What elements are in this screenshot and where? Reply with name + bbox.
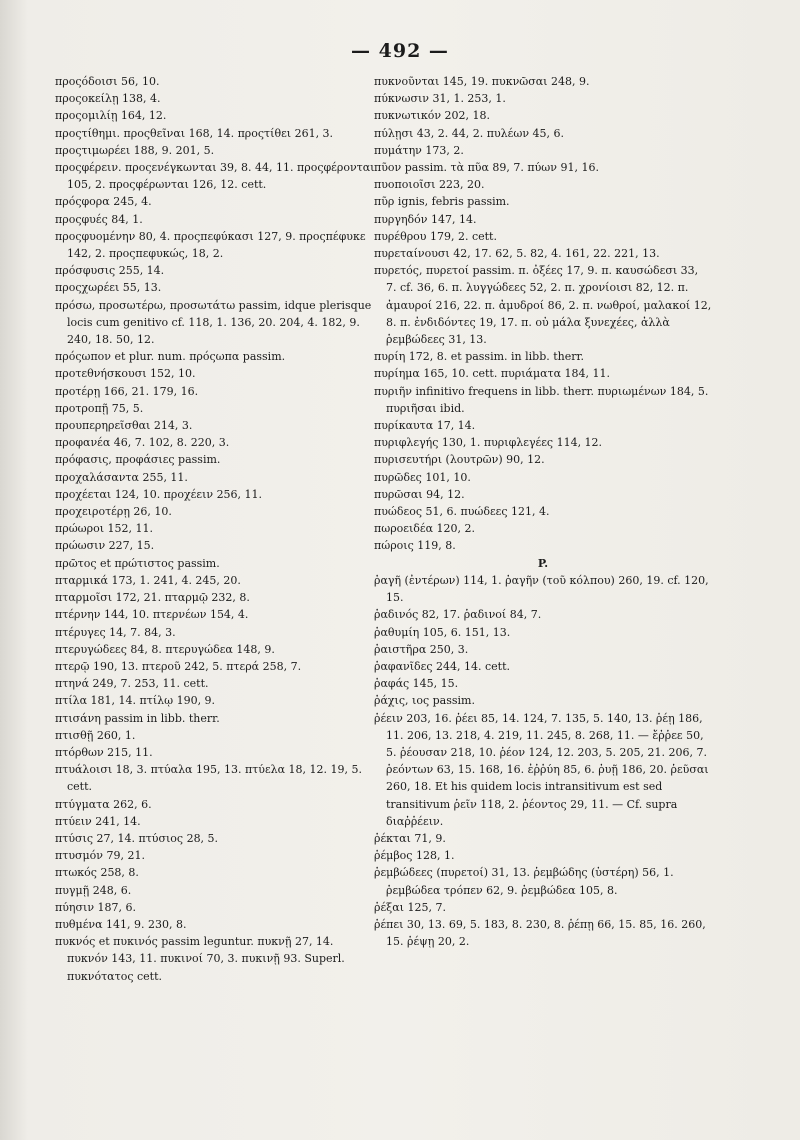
index-entry: προυπερηρεῖσθαι 214, 3. xyxy=(55,419,193,433)
index-entry: πτηνά 249, 7. 253, 11. cett. xyxy=(55,677,209,691)
index-entry: πτωκός 258, 8. xyxy=(55,866,139,880)
index-entry: πυρίκαυτα 17, 14. xyxy=(374,419,476,433)
index-entry: πταρμικά 173, 1. 241, 4. 245, 20. xyxy=(55,573,241,587)
index-entry: ῥαγῆ (ἐντέρων) 114, 1. ῥαγῆν (τοῦ κόλπου) 260, 19. cf. 120, 15. xyxy=(374,573,709,605)
page-number: — 492 — xyxy=(351,40,449,62)
index-entry: προςτίθημι. προςθεῖναι 168, 14. προςτίθει 261, 3. xyxy=(55,126,334,140)
index-entry: πτύειν 241, 14. xyxy=(55,814,141,828)
index-entry: πωροειδέα 120, 2. xyxy=(374,522,476,536)
index-entry: πύκνωσιν 31, 1. 253, 1. xyxy=(374,92,506,106)
index-entry: προςχωρέει 55, 13. xyxy=(55,281,162,295)
index-entry: πτέρνην 144, 10. πτερνέων 154, 4. xyxy=(55,608,249,622)
index-entry: ῥεμβώδεες (πυρετοί) 31, 13. ῥεμβώδης (ὑστέρη) 56, 1. ῥεμβώδεα τρόπεν 62, 9. ῥεμβώδεα 105, 8. xyxy=(374,866,674,897)
index-entry: ῥέξαι 125, 7. xyxy=(374,900,446,914)
index-entry: ῥέπει 30, 13. 69, 5. 183, 8. 230, 8. ῥέπῃ 66, 15. 85, 16. 260, 15. ῥέψῃ 20, 2. xyxy=(374,917,706,949)
index-entry: πρώωροι 152, 11. xyxy=(55,522,154,536)
section-heading: P. xyxy=(537,556,549,570)
index-entry: προςοκείλῃ 138, 4. xyxy=(55,92,161,106)
index-entry: προςτιμωρέει 188, 9. 201, 5. xyxy=(55,143,215,157)
index-entry: ῥαφανῖδες 244, 14. cett. xyxy=(374,659,510,673)
index-entry: ῥέμβος 128, 1. xyxy=(374,849,455,863)
index-entry: πτύγματα 262, 6. xyxy=(55,797,152,811)
index-entry: πυρίημα 165, 10. cett. πυριάματα 184, 11. xyxy=(374,367,611,381)
index-entry: πτισθῇ 260, 1. xyxy=(55,728,136,742)
index-entry: πυοποιοῖσι 223, 20. xyxy=(374,178,485,192)
index-entry: προςφυομένην 80, 4. προςπεφύκασι 127, 9. προςπέφυκε 142, 2. προςπεφυκώς, 18, 2. xyxy=(55,229,366,261)
index-entry: πυρισευτήρι (λουτρῶν) 90, 12. xyxy=(374,453,545,467)
index-entry: πυριῆν infinitivo frequens in libb. therr. πυριωμένων 184, 5. πυριῆσαι ibid. xyxy=(374,384,709,415)
index-entry: πώροις 119, 8. xyxy=(374,539,456,553)
right-index-column xyxy=(374,73,712,950)
index-entry: πυρέθρου 179, 2. cett. xyxy=(374,229,497,243)
index-entry: πυκνωτικόν 202, 18. xyxy=(374,109,491,123)
index-entry: πρῶτος et πρώτιστος passim. xyxy=(55,556,220,570)
index-entry: πυρετός, πυρετοί passim. π. ὀξέες 17, 9. π. καυσώδεσι 33, 7. cf. 36, 6. π. λυγγώδεες 52, 2. π. χρονίοισι 82, 12. π. ἀμαυροί 216, 22. π. ἀμυδροί 86, 2. π. νωθροί, μαλακοί 12, 8. π. ἐνδιδόντες 19, 17. π. οὐ μάλα ξυνεχέες, ἀλλὰ ῥεμβώδεες 31, 13. xyxy=(374,264,712,347)
index-entry: ῥαθυμίη 105, 6. 151, 13. xyxy=(374,625,511,639)
index-entry: ῥαιστῆρα 250, 3. xyxy=(374,642,469,656)
index-entry: πύλῃσι 43, 2. 44, 2. πυλέων 45, 6. xyxy=(374,126,564,140)
index-entry: πτέρυγες 14, 7. 84, 3. xyxy=(55,625,176,639)
index-entry: πῦον passim. τὰ πῦα 89, 7. πύων 91, 16. xyxy=(374,161,599,175)
index-entry: πυθμένα 141, 9. 230, 8. xyxy=(55,917,187,931)
index-entry: πύησιν 187, 6. xyxy=(55,900,136,914)
index-entry: πρόσφυσις 255, 14. xyxy=(55,264,165,278)
index-entry: προφανέα 46, 7. 102, 8. 220, 3. xyxy=(55,436,230,450)
index-entry: πτισάνη passim in libb. therr. xyxy=(55,711,220,725)
index-entry: πρόςφορα 245, 4. xyxy=(55,195,152,209)
index-entry: πυρεταίνουσι 42, 17. 62, 5. 82, 4. 161, 22. 221, 13. xyxy=(374,247,660,261)
index-entry: πυώδεος 51, 6. πυώδεες 121, 4. xyxy=(374,505,550,519)
index-entry: πρόφασις, προφάσιες passim. xyxy=(55,453,221,467)
index-entry: πυρίη 172, 8. et passim. in libb. therr. xyxy=(374,350,585,364)
index-entry: πυρῶσαι 94, 12. xyxy=(374,487,465,501)
index-entry: πυμάτην 173, 2. xyxy=(374,143,464,157)
index-entry: ῥάχις, ιος passim. xyxy=(374,694,475,708)
index-entry: πρόσω, προσωτέρω, προσωτάτω passim, idque plerisque locis cum genitivo cf. 118, 1. 136, 20. 204, 4. 182, 9. 240, 18. 50, 12. xyxy=(55,298,372,347)
index-entry: προτεθνήσκουσι 152, 10. xyxy=(55,367,196,381)
index-entry: προχαλάσαντα 255, 11. xyxy=(55,470,188,484)
index-entry: πρώωσιν 227, 15. xyxy=(55,539,155,553)
index-entry: πῦρ ignis, febris passim. xyxy=(374,195,510,209)
index-entry: πρόςωπον et plur. num. πρόςωπα passim. xyxy=(55,350,286,364)
index-entry: προςφυές 84, 1. xyxy=(55,212,143,226)
left-index-column xyxy=(55,73,377,985)
index-entry: ῥαφάς 145, 15. xyxy=(374,677,459,691)
index-entry: πτόρθων 215, 11. xyxy=(55,745,153,759)
index-entry: ῥέειν 203, 16. ῥέει 85, 14. 124, 7. 135, 5. 140, 13. ῥέῃ 186, 11. 206, 13. 218, 4. 219, 11. 245, 8. 268, 11. — ἔῤῥεε 50, 5. ῥέουσαν 218, 10. ῥέον 124, 12. 203, 5. 205, 21. 206, 7. ῥεόντων 63, 15. 168, 16. ἐῤῥύη 85, 6. ῥυῇ 186, 20. ῥεῦσαι 260, 18. Et his quidem locis intransitivum est sed transitivum ῥεῖν 118, 2. ῥέοντος 29, 11. — Cf. supra διαῤῥέειν. xyxy=(374,711,709,828)
index-entry: προχειροτέρῃ 26, 10. xyxy=(55,505,172,519)
index-entry: ῥαδινός 82, 17. ῥαδινοί 84, 7. xyxy=(374,608,542,622)
index-entry: πτερῷ 190, 13. πτεροῦ 242, 5. πτερά 258, 7. xyxy=(55,659,302,673)
index-entry: πτυσμόν 79, 21. xyxy=(55,849,145,863)
index-entry: πτίλα 181, 14. πτίλῳ 190, 9. xyxy=(55,694,216,708)
index-entry: πταρμοῖσι 172, 21. πταρμῷ 232, 8. xyxy=(55,591,250,605)
index-entry: προχέεται 124, 10. προχέειν 256, 11. xyxy=(55,487,263,501)
index-entry: πυγμῇ 248, 6. xyxy=(55,883,132,897)
index-entry: προτέρῃ 166, 21. 179, 16. xyxy=(55,384,199,398)
index-entry: πυρῶδες 101, 10. xyxy=(374,470,471,484)
index-entry: πτύσις 27, 14. πτύσιος 28, 5. xyxy=(55,831,219,845)
index-entry: πυκνοῦνται 145, 19. πυκνῶσαι 248, 9. xyxy=(374,75,590,88)
index-entry: ῥέκται 71, 9. xyxy=(374,831,446,845)
index-entry: πτερυγώδεες 84, 8. πτερυγώδεα 148, 9. xyxy=(55,642,275,656)
index-entry: προςομιλίῃ 164, 12. xyxy=(55,109,167,123)
index-entry: προτροπῇ 75, 5. xyxy=(55,401,144,415)
index-entry: πυργηδόν 147, 14. xyxy=(374,212,477,226)
index-entry: πυριφλεγής 130, 1. πυριφλεγέες 114, 12. xyxy=(374,436,603,450)
index-entry: πυκνός et πυκινός passim leguntur. πυκνῇ 27, 14. πυκνόν 143, 11. πυκινοί 70, 3. πυκινῇ 93. Superl. πυκνότατος cett. xyxy=(55,935,345,983)
index-entry: προςφέρειν. προςενέγκωνται 39, 8. 44, 11. προςφέρονται 105, 2. προςφέρωνται 126, 12. cett. xyxy=(55,161,375,192)
index-entry: προςόδοισι 56, 10. xyxy=(55,75,160,88)
index-entry: πτυάλοισι 18, 3. πτύαλα 195, 13. πτύελα 18, 12. 19, 5. cett. xyxy=(55,763,363,794)
